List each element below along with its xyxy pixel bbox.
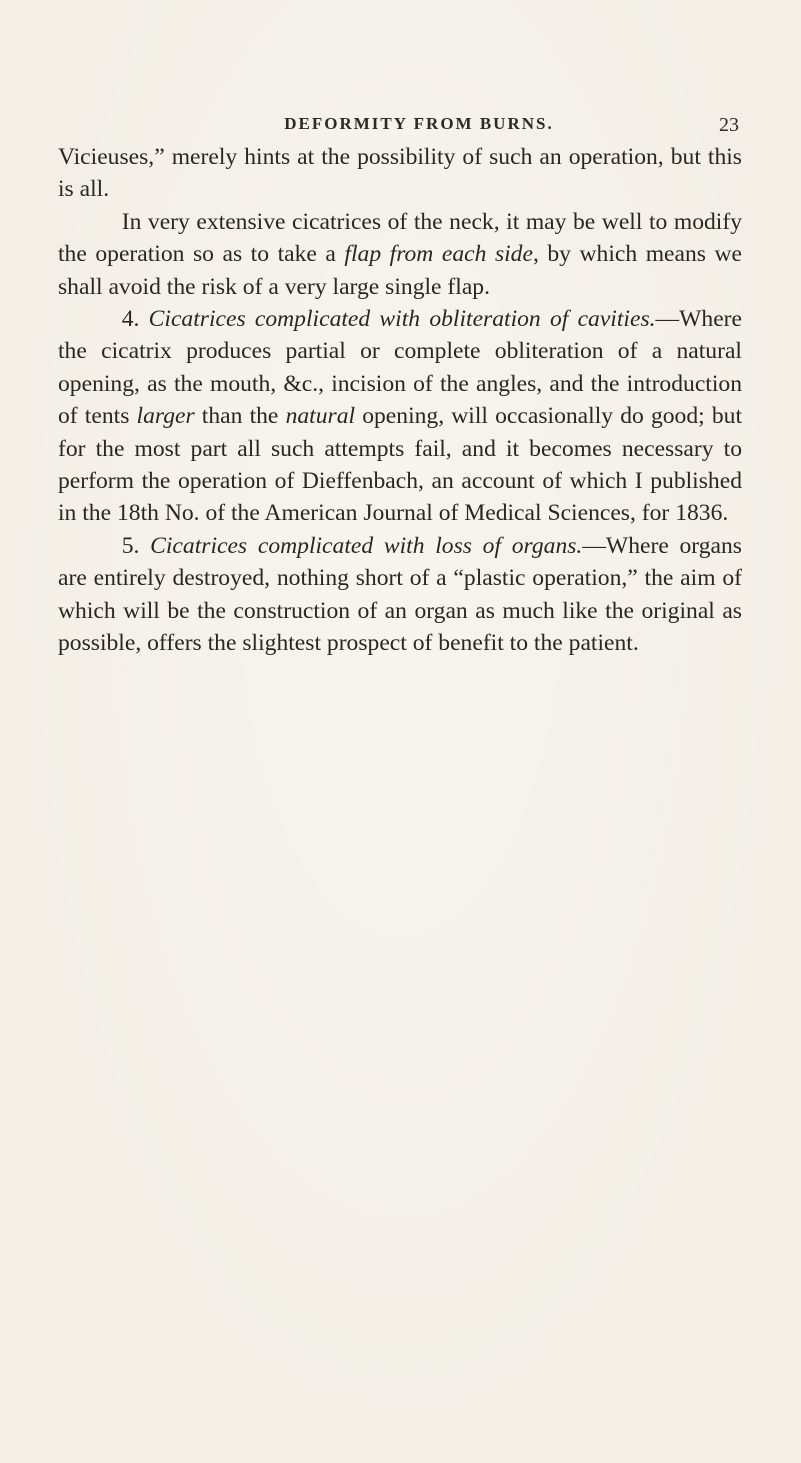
italic-phrase: flap from each side [344,241,533,268]
paragraph-text: In very extensive cicatrices of the neck, it may be well to modify the operation so as to take a [58,208,742,268]
em-dash: — [582,532,606,559]
running-title: DEFORMITY FROM BURNS. [284,114,554,133]
page-number: 23 [719,114,739,136]
body-text [58,141,742,660]
paragraph-text: Where the cicatrix produces partial or complete obliteration of a natural opening, as the mouth, &c., incision of the angles, and the introduction of tents [58,306,742,430]
paragraph-text: Where organs are entirely destroyed, nothing short of a “plastic operation,” the aim of which will be the construction of an organ as much like the original as possible, offers the slightest prospect of benefit to the patient. [58,532,742,657]
paragraph-section-5 [58,530,742,660]
section-number: 4. [121,306,149,333]
running-head [99,114,739,144]
section-heading: Cicatrices complicated with loss of organs. [150,532,583,559]
paragraph-text: , by which means we shall avoid the risk of a very large single flap. [58,241,743,300]
paragraph-text: Vicieuses,” merely hints at the possibility of such an operation, but this is all. [58,144,742,203]
italic-word: larger [136,403,195,430]
paragraph-text: opening, will occasionally do good; but for the most part all such attempts fail, and it becomes necessary to perform the operation of Dieffenbach, an account of which I published in the 18th No. of the American Journal of Medical Sciences, for 1836. [58,403,743,527]
italic-word: natural [285,403,356,430]
paragraph-continuation [58,141,742,206]
paragraph-neck-cicatrices [58,206,742,303]
paragraph-section-4 [58,303,742,530]
em-dash: — [655,306,680,333]
section-number: 5. [121,532,151,559]
section-heading: Cicatrices complicated with obliteration of cavities. [148,306,656,333]
paragraph-text: than the [194,403,286,430]
